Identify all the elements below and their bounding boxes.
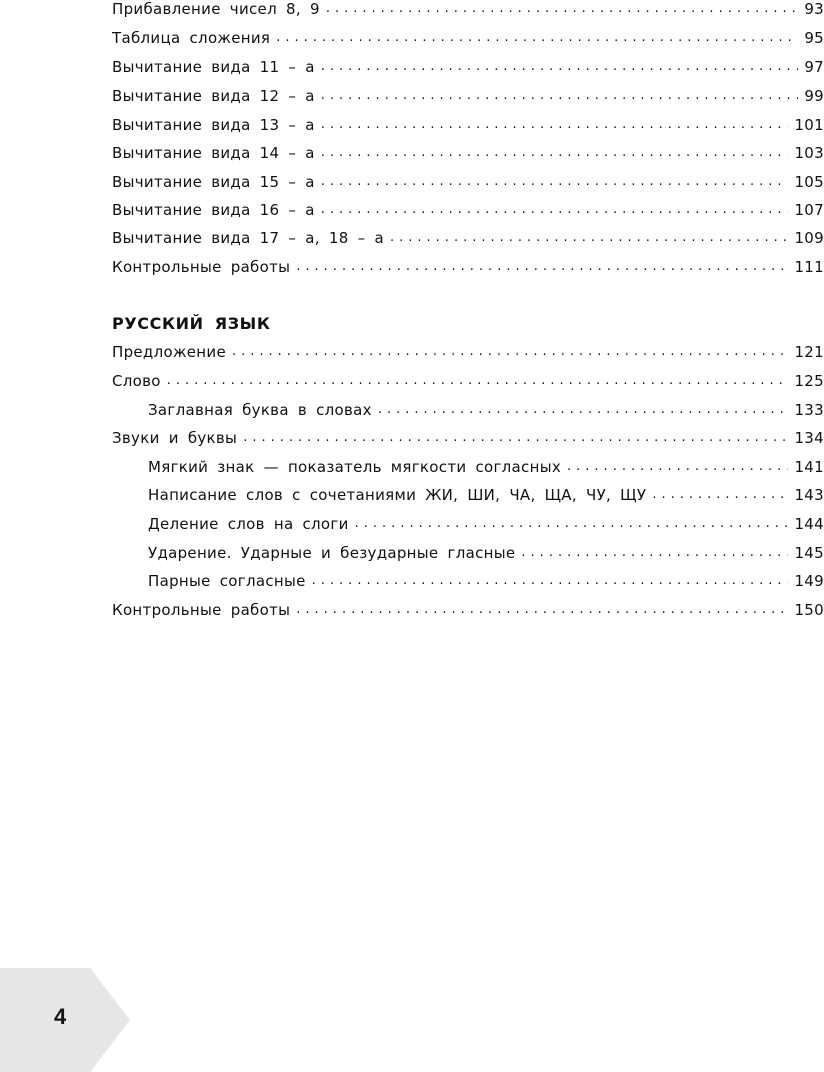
- toc-entry-title: Прибавление чисел 8, 9: [112, 0, 320, 18]
- toc-entry-title: Мягкий знак — показатель мягкости согласных: [148, 458, 562, 476]
- toc-entry-title: Таблица сложения: [112, 29, 271, 47]
- toc-entry-page: 105: [794, 173, 824, 191]
- toc-leader-dots: [243, 427, 788, 449]
- toc-leader-dots: [321, 56, 799, 78]
- toc-entry[interactable]: [112, 114, 824, 136]
- toc-leader-dots: [167, 370, 789, 392]
- toc-entry[interactable]: [112, 27, 824, 49]
- toc-entry-page: 93: [804, 0, 824, 18]
- toc-leader-dots: [296, 256, 788, 278]
- toc-leader-dots: [296, 599, 788, 621]
- toc-subentry[interactable]: [148, 542, 824, 564]
- toc-entry[interactable]: [112, 427, 824, 449]
- toc-leader-dots: [276, 27, 798, 49]
- toc-entry[interactable]: [112, 171, 824, 193]
- toc-leader-dots: [652, 484, 788, 506]
- toc-entry-title: Контрольные работы: [112, 601, 291, 619]
- toc-entry-page: 97: [804, 58, 824, 76]
- toc-entry[interactable]: [112, 256, 824, 278]
- toc-entry[interactable]: [112, 85, 824, 107]
- toc-entry[interactable]: [112, 56, 824, 78]
- toc-subentry[interactable]: [148, 570, 824, 592]
- toc-leader-dots: [321, 85, 799, 107]
- toc-leader-dots: [378, 399, 789, 421]
- toc-leader-dots: [567, 456, 788, 478]
- toc-leader-dots: [321, 114, 789, 136]
- toc-entry[interactable]: [112, 142, 824, 164]
- toc-leader-dots: [321, 142, 789, 164]
- toc-entry-title: Слово: [112, 372, 161, 390]
- section-heading: РУССКИЙ ЯЗЫК: [112, 314, 271, 333]
- toc-leader-dots: [321, 199, 789, 221]
- toc-entry-page: 145: [794, 544, 824, 562]
- toc-entry-page: 121: [794, 343, 824, 361]
- toc-entry-title: Вычитание вида 11 – а: [112, 58, 315, 76]
- toc-entry-page: 144: [794, 515, 824, 533]
- toc-entry[interactable]: [112, 370, 824, 392]
- toc-entry-page: 111: [794, 258, 824, 276]
- toc-entry[interactable]: [112, 341, 824, 363]
- toc-entry-title: Вычитание вида 16 – а: [112, 201, 315, 219]
- toc-entry-title: Заглавная буква в словах: [148, 401, 372, 419]
- toc-entry-page: 101: [794, 116, 824, 134]
- toc-entry-title: Звуки и буквы: [112, 429, 238, 447]
- toc-entry-page: 99: [804, 87, 824, 105]
- toc-entry-page: 150: [794, 601, 824, 619]
- toc-entry-page: 95: [804, 29, 824, 47]
- toc-entry-title: Написание слов с сочетаниями ЖИ, ШИ, ЧА, ЩА, ЧУ, ЩУ: [148, 486, 647, 504]
- toc-entry[interactable]: [112, 199, 824, 221]
- toc-leader-dots: [521, 542, 788, 564]
- toc-leader-dots: [312, 570, 789, 592]
- toc-leader-dots: [321, 171, 789, 193]
- toc-entry-title: Вычитание вида 13 – а: [112, 116, 315, 134]
- toc-entry-title: Вычитание вида 15 – а: [112, 173, 315, 191]
- toc-entry[interactable]: [112, 227, 824, 249]
- toc-subentry[interactable]: [148, 513, 824, 535]
- toc-entry-page: 103: [794, 144, 824, 162]
- toc-entry-page: 143: [794, 486, 824, 504]
- toc-entry[interactable]: [112, 599, 824, 621]
- toc-entry-title: Ударение. Ударные и безударные гласные: [148, 544, 516, 562]
- toc-entry-title: Предложение: [112, 343, 226, 361]
- toc-leader-dots: [355, 513, 789, 535]
- toc-entry-page: 107: [794, 201, 824, 219]
- toc-entry-title: Контрольные работы: [112, 258, 291, 276]
- toc-subentry[interactable]: [148, 456, 824, 478]
- toc-leader-dots: [390, 227, 788, 249]
- toc-entry-title: Вычитание вида 17 – а, 18 – а: [112, 229, 385, 247]
- toc-entry-page: 149: [794, 572, 824, 590]
- toc-entry-page: 125: [794, 372, 824, 390]
- toc-entry-page: 109: [794, 229, 824, 247]
- toc-entry-page: 133: [794, 401, 824, 419]
- toc-entry-page: 134: [794, 429, 824, 447]
- toc-subentry[interactable]: [148, 399, 824, 421]
- toc-leader-dots: [232, 341, 788, 363]
- toc-entry-title: Парные согласные: [148, 572, 306, 590]
- toc-entry-page: 141: [794, 458, 824, 476]
- toc-subentry[interactable]: [148, 484, 824, 506]
- toc-entry-title: Вычитание вида 14 – а: [112, 144, 315, 162]
- toc-entry-title: Вычитание вида 12 – а: [112, 87, 315, 105]
- toc-leader-dots: [326, 0, 798, 20]
- page-number: 4: [54, 1004, 67, 1029]
- page-number-badge: [0, 968, 130, 1072]
- toc-entry-title: Деление слов на слоги: [148, 515, 349, 533]
- toc-entry[interactable]: [112, 0, 824, 20]
